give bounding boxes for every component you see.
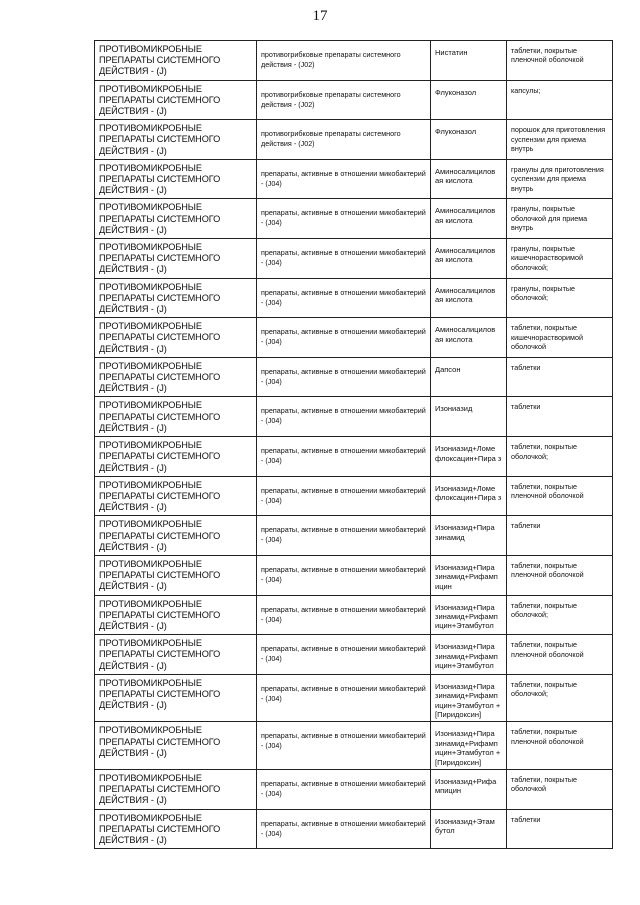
subgroup-cell-text: противогрибковые препараты системного действия - (J02) bbox=[261, 50, 401, 69]
group-cell bbox=[95, 722, 257, 770]
dosage-form-cell bbox=[507, 674, 613, 722]
substance-cell bbox=[431, 722, 507, 770]
substance-cell-text: Изониазид+Пира зинамид+Рифамп ицин+Этамбутол +[Пиридоксин] bbox=[435, 681, 501, 719]
substance-cell bbox=[431, 239, 507, 279]
dosage-form-cell-text: таблетки, покрытые оболочкой; bbox=[511, 600, 578, 619]
group-cell bbox=[95, 437, 257, 477]
group-cell-text: ПРОТИВОМИКРОБНЫЕ ПРЕПАРАТЫ СИСТЕМНОГО ДЕЙСТВИЯ - (J) bbox=[99, 773, 221, 806]
subgroup-cell bbox=[257, 770, 431, 810]
subgroup-cell-text: препараты, активные в отношении микобактерий - (J04) bbox=[261, 366, 426, 386]
dosage-form-cell-text: таблетки, покрытые оболочкой; bbox=[511, 679, 578, 699]
substance-cell-text: Изониазид+Пира зинамид+Рифамп ицин+Этамбутол bbox=[435, 642, 498, 670]
subgroup-cell bbox=[257, 278, 431, 318]
subgroup-cell bbox=[257, 397, 431, 437]
substance-cell-text: Флуконазол bbox=[435, 87, 477, 97]
subgroup-cell bbox=[257, 437, 431, 477]
group-cell-text: ПРОТИВОМИКРОБНЫЕ ПРЕПАРАТЫ СИСТЕМНОГО ДЕЙСТВИЯ - (J) bbox=[99, 558, 221, 592]
table-row bbox=[95, 437, 613, 477]
dosage-form-cell bbox=[507, 239, 613, 279]
group-cell-text: ПРОТИВОМИКРОБНЫЕ ПРЕПАРАТЫ СИСТЕМНОГО ДЕЙСТВИЯ - (J) bbox=[99, 400, 221, 433]
group-cell bbox=[95, 809, 257, 849]
substance-cell-text: Изониазид+Ломе флоксацин+Пира з bbox=[435, 444, 502, 463]
group-cell bbox=[95, 635, 257, 675]
group-cell-text: ПРОТИВОМИКРОБНЫЕ ПРЕПАРАТЫ СИСТЕМНОГО ДЕЙСТВИЯ - (J) bbox=[99, 598, 221, 631]
table-body bbox=[95, 41, 613, 849]
group-cell bbox=[95, 357, 257, 397]
dosage-form-cell-text: гранулы, покрытые оболочкой для приема внутрь bbox=[511, 204, 588, 233]
substance-cell bbox=[431, 357, 507, 397]
dosage-form-cell bbox=[507, 120, 613, 160]
group-cell-text: ПРОТИВОМИКРОБНЫЕ ПРЕПАРАТЫ СИСТЕМНОГО ДЕЙСТВИЯ - (J) bbox=[99, 281, 221, 315]
group-cell-text: ПРОТИВОМИКРОБНЫЕ ПРЕПАРАТЫ СИСТЕМНОГО ДЕЙСТВИЯ - (J) bbox=[99, 123, 221, 156]
dosage-form-cell-text: таблетки, покрытые пленочной оболочкой bbox=[511, 727, 584, 746]
table-row bbox=[95, 476, 613, 516]
group-cell-text: ПРОТИВОМИКРОБНЫЕ ПРЕПАРАТЫ СИСТЕМНОГО ДЕЙСТВИЯ - (J) bbox=[99, 479, 221, 513]
substance-cell bbox=[431, 809, 507, 849]
subgroup-cell bbox=[257, 80, 431, 120]
substance-cell-text: Изониазид+Пира зинамид+Рифамп ицин+Этамбутол +[Пиридоксин] bbox=[435, 729, 501, 767]
subgroup-cell bbox=[257, 199, 431, 239]
substance-cell bbox=[431, 120, 507, 160]
table-row bbox=[95, 159, 613, 199]
substance-cell bbox=[431, 674, 507, 722]
dosage-form-cell-text: таблетки, покрытые пленочной оболочкой bbox=[511, 560, 584, 580]
group-cell-text: ПРОТИВОМИКРОБНЫЕ ПРЕПАРАТЫ СИСТЕМНОГО ДЕЙСТВИЯ - (J) bbox=[99, 44, 221, 77]
substance-cell bbox=[431, 437, 507, 477]
subgroup-cell-text: препараты, активные в отношении микобактерий - (J04) bbox=[261, 248, 426, 268]
subgroup-cell bbox=[257, 516, 431, 556]
dosage-form-cell-text: капсулы; bbox=[511, 85, 541, 95]
subgroup-cell bbox=[257, 722, 431, 770]
table-row bbox=[95, 397, 613, 437]
dosage-form-cell-text: таблетки bbox=[511, 362, 541, 372]
table-row bbox=[95, 722, 613, 770]
dosage-form-cell-text: гранулы, покрытые оболочкой; bbox=[511, 283, 576, 303]
subgroup-cell-text: препараты, активные в отношении микобактерий - (J04) bbox=[261, 683, 426, 703]
substance-cell bbox=[431, 278, 507, 318]
substance-cell-text: Аминосалицилов ая кислота bbox=[435, 206, 496, 225]
subgroup-cell-text: препараты, активные в отношении микобактерий - (J04) bbox=[261, 644, 426, 664]
group-cell-text: ПРОТИВОМИКРОБНЫЕ ПРЕПАРАТЫ СИСТЕМНОГО ДЕЙСТВИЯ - (J) bbox=[99, 725, 221, 758]
group-cell-text: ПРОТИВОМИКРОБНЫЕ ПРЕПАРАТЫ СИСТЕМНОГО ДЕЙСТВИЯ - (J) bbox=[99, 440, 221, 473]
group-cell bbox=[95, 476, 257, 516]
dosage-form-cell bbox=[507, 278, 613, 318]
subgroup-cell bbox=[257, 809, 431, 849]
dosage-form-cell bbox=[507, 159, 613, 199]
dosage-form-cell-text: таблетки, покрытые оболочкой bbox=[511, 775, 578, 794]
dosage-form-cell-text: таблетки, покрытые пленочной оболочкой bbox=[511, 46, 584, 65]
group-cell bbox=[95, 199, 257, 239]
substance-cell-text: Аминосалицилов ая кислота bbox=[435, 325, 496, 344]
substance-cell-text: Флуконазол bbox=[435, 127, 477, 137]
substance-cell-text: Изониазид+Пира зинамид bbox=[435, 523, 495, 542]
dosage-form-cell-text: таблетки bbox=[511, 814, 541, 824]
group-cell bbox=[95, 159, 257, 199]
subgroup-cell bbox=[257, 120, 431, 160]
group-cell bbox=[95, 318, 257, 358]
dosage-form-cell-text: гранулы, покрытые кишечнорастворимой оболочкой; bbox=[511, 244, 583, 272]
dosage-form-cell bbox=[507, 555, 613, 595]
subgroup-cell-text: препараты, активные в отношении микобактерий - (J04) bbox=[261, 779, 426, 798]
substance-cell bbox=[431, 159, 507, 199]
dosage-form-cell bbox=[507, 41, 613, 81]
group-cell bbox=[95, 516, 257, 556]
table-row bbox=[95, 635, 613, 675]
table-row bbox=[95, 318, 613, 358]
substance-cell bbox=[431, 41, 507, 81]
dosage-form-cell-text: таблетки, покрытые пленочной оболочкой bbox=[511, 481, 584, 501]
group-cell-text: ПРОТИВОМИКРОБНЫЕ ПРЕПАРАТЫ СИСТЕМНОГО ДЕЙСТВИЯ - (J) bbox=[99, 677, 221, 711]
subgroup-cell bbox=[257, 555, 431, 595]
group-cell bbox=[95, 80, 257, 120]
table-row bbox=[95, 809, 613, 849]
group-cell bbox=[95, 239, 257, 279]
dosage-form-cell bbox=[507, 80, 613, 120]
group-cell-text: ПРОТИВОМИКРОБНЫЕ ПРЕПАРАТЫ СИСТЕМНОГО ДЕЙСТВИЯ - (J) bbox=[99, 162, 221, 196]
group-cell bbox=[95, 41, 257, 81]
substance-cell-text: Изониазид+Ломе флоксацин+Пира з bbox=[435, 483, 502, 503]
page-number: 17 bbox=[312, 8, 328, 24]
dosage-form-cell bbox=[507, 635, 613, 675]
subgroup-cell bbox=[257, 674, 431, 722]
substance-cell bbox=[431, 476, 507, 516]
group-cell bbox=[95, 397, 257, 437]
dosage-form-cell bbox=[507, 809, 613, 849]
drug-table bbox=[94, 40, 613, 849]
subgroup-cell bbox=[257, 595, 431, 635]
subgroup-cell-text: препараты, активные в отношении микобактерий - (J04) bbox=[261, 818, 426, 838]
subgroup-cell-text: препараты, активные в отношении микобактерий - (J04) bbox=[261, 168, 426, 188]
subgroup-cell-text: противогрибковые препараты системного действия - (J02) bbox=[261, 129, 401, 149]
subgroup-cell bbox=[257, 239, 431, 279]
dosage-form-cell bbox=[507, 397, 613, 437]
subgroup-cell-text: препараты, активные в отношении микобактерий - (J04) bbox=[261, 287, 426, 307]
dosage-form-cell-text: порошок для приготовления суспензии для приема внутрь bbox=[511, 125, 606, 154]
subgroup-cell-text: препараты, активные в отношении микобактерий - (J04) bbox=[261, 446, 426, 466]
substance-cell-text: Изониазид+Пира зинамид+Рифамп ицин bbox=[435, 562, 498, 591]
substance-cell bbox=[431, 595, 507, 635]
group-cell-text: ПРОТИВОМИКРОБНЫЕ ПРЕПАРАТЫ СИСТЕМНОГО ДЕЙСТВИЯ - (J) bbox=[99, 812, 221, 846]
group-cell bbox=[95, 278, 257, 318]
group-cell-text: ПРОТИВОМИКРОБНЫЕ ПРЕПАРАТЫ СИСТЕМНОГО ДЕЙСТВИЯ - (J) bbox=[99, 83, 221, 117]
substance-cell bbox=[431, 555, 507, 595]
table-row bbox=[95, 595, 613, 635]
table-row bbox=[95, 41, 613, 81]
subgroup-cell-text: препараты, активные в отношении микобактерий - (J04) bbox=[261, 485, 426, 505]
substance-cell-text: Дапсон bbox=[435, 364, 461, 374]
subgroup-cell-text: препараты, активные в отношении микобактерий - (J04) bbox=[261, 731, 426, 751]
substance-cell bbox=[431, 318, 507, 358]
dosage-form-cell-text: таблетки, покрытые оболочкой; bbox=[511, 442, 578, 461]
dosage-form-cell bbox=[507, 199, 613, 239]
group-cell-text: ПРОТИВОМИКРОБНЫЕ ПРЕПАРАТЫ СИСТЕМНОГО ДЕЙСТВИЯ - (J) bbox=[99, 242, 221, 275]
table-row bbox=[95, 278, 613, 318]
substance-cell bbox=[431, 770, 507, 810]
dosage-form-cell bbox=[507, 595, 613, 635]
group-cell bbox=[95, 770, 257, 810]
group-cell bbox=[95, 595, 257, 635]
dosage-form-cell bbox=[507, 437, 613, 477]
subgroup-cell bbox=[257, 318, 431, 358]
substance-cell-text: Изониазид+Рифа мпицин bbox=[435, 777, 497, 796]
dosage-form-cell bbox=[507, 770, 613, 810]
dosage-form-cell bbox=[507, 516, 613, 556]
dosage-form-cell-text: таблетки, покрытые пленочной оболочкой bbox=[511, 640, 584, 659]
table-row bbox=[95, 239, 613, 279]
substance-cell-text: Изониазид+Этам бутол bbox=[435, 816, 495, 836]
substance-cell-text: Изониазид bbox=[435, 404, 473, 414]
group-cell-text: ПРОТИВОМИКРОБНЫЕ ПРЕПАРАТЫ СИСТЕМНОГО ДЕЙСТВИЯ - (J) bbox=[99, 360, 221, 394]
subgroup-cell bbox=[257, 41, 431, 81]
dosage-form-cell-text: гранулы для приготовления суспензии для приема внутрь bbox=[511, 164, 604, 193]
substance-cell bbox=[431, 80, 507, 120]
group-cell-text: ПРОТИВОМИКРОБНЫЕ ПРЕПАРАТЫ СИСТЕМНОГО ДЕЙСТВИЯ - (J) bbox=[99, 519, 221, 552]
table-row bbox=[95, 199, 613, 239]
substance-cell-text: Аминосалицилов ая кислота bbox=[435, 285, 496, 305]
subgroup-cell bbox=[257, 357, 431, 397]
group-cell bbox=[95, 555, 257, 595]
table-row bbox=[95, 80, 613, 120]
table-row bbox=[95, 357, 613, 397]
group-cell-text: ПРОТИВОМИКРОБНЫЕ ПРЕПАРАТЫ СИСТЕМНОГО ДЕЙСТВИЯ - (J) bbox=[99, 202, 221, 235]
subgroup-cell bbox=[257, 476, 431, 516]
substance-cell-text: Изониазид+Пира зинамид+Рифамп ицин+Этамбутол bbox=[435, 602, 498, 631]
group-cell bbox=[95, 674, 257, 722]
subgroup-cell-text: препараты, активные в отношении микобактерий - (J04) bbox=[261, 604, 426, 624]
table-row bbox=[95, 120, 613, 160]
table-row bbox=[95, 555, 613, 595]
subgroup-cell-text: препараты, активные в отношении микобактерий - (J04) bbox=[261, 525, 426, 545]
substance-cell bbox=[431, 397, 507, 437]
table-row bbox=[95, 516, 613, 556]
subgroup-cell-text: препараты, активные в отношении микобактерий - (J04) bbox=[261, 406, 426, 426]
subgroup-cell-text: противогрибковые препараты системного действия - (J02) bbox=[261, 89, 401, 109]
dosage-form-cell-text: таблетки, покрытые кишечнорастворимой оболочкой bbox=[511, 323, 583, 352]
substance-cell bbox=[431, 516, 507, 556]
subgroup-cell-text: препараты, активные в отношении микобактерий - (J04) bbox=[261, 327, 426, 347]
substance-cell-text: Аминосалицилов ая кислота bbox=[435, 166, 496, 186]
substance-cell-text: Нистатин bbox=[435, 48, 468, 57]
group-cell-text: ПРОТИВОМИКРОБНЫЕ ПРЕПАРАТЫ СИСТЕМНОГО ДЕЙСТВИЯ - (J) bbox=[99, 321, 221, 354]
dosage-form-cell bbox=[507, 722, 613, 770]
subgroup-cell-text: препараты, активные в отношении микобактерий - (J04) bbox=[261, 208, 426, 228]
dosage-form-cell-text: таблетки bbox=[511, 402, 541, 412]
group-cell bbox=[95, 120, 257, 160]
table-row bbox=[95, 770, 613, 810]
dosage-form-cell bbox=[507, 476, 613, 516]
table-row bbox=[95, 674, 613, 722]
dosage-form-cell-text: таблетки bbox=[511, 521, 541, 531]
dosage-form-cell bbox=[507, 357, 613, 397]
subgroup-cell bbox=[257, 635, 431, 675]
substance-cell bbox=[431, 199, 507, 239]
subgroup-cell bbox=[257, 159, 431, 199]
subgroup-cell-text: препараты, активные в отношении микобактерий - (J04) bbox=[261, 564, 426, 584]
dosage-form-cell bbox=[507, 318, 613, 358]
substance-cell bbox=[431, 635, 507, 675]
substance-cell-text: Аминосалицилов ая кислота bbox=[435, 246, 496, 265]
group-cell-text: ПРОТИВОМИКРОБНЫЕ ПРЕПАРАТЫ СИСТЕМНОГО ДЕЙСТВИЯ - (J) bbox=[99, 638, 221, 671]
